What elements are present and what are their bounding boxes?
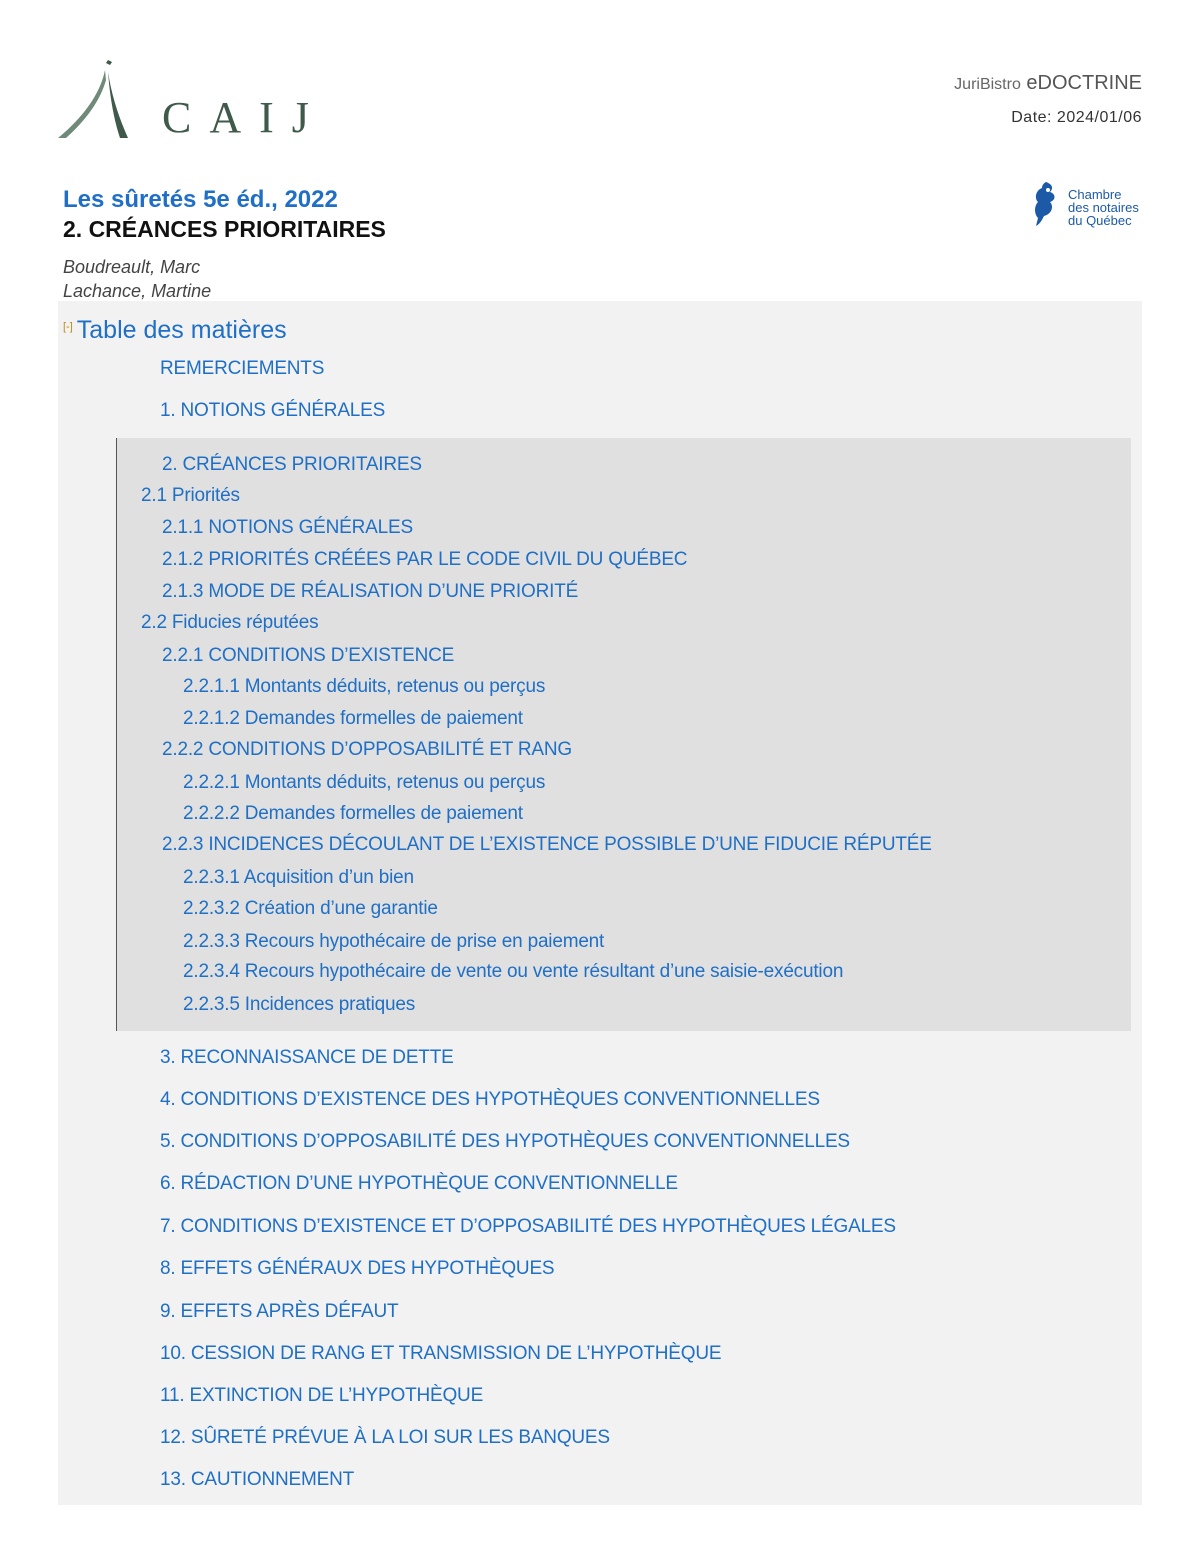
toc-link[interactable]: 5. CONDITIONS D’OPPOSABILITÉ DES HYPOTHÈQUES CONVENTIONNELLES [160, 1131, 850, 1152]
document-title: Les sûretés 5e éd., 2022 [63, 186, 338, 213]
toc-link[interactable]: 2.2 Fiducies réputées [141, 612, 319, 633]
toc-link[interactable]: 8. EFFETS GÉNÉRAUX DES HYPOTHÈQUES [160, 1258, 555, 1279]
toc-link[interactable]: REMERCIEMENTS [160, 358, 325, 379]
toc-link[interactable]: 2.2.2.2 Demandes formelles de paiement [183, 803, 523, 824]
toc-link[interactable]: 2.2.2 CONDITIONS D’OPPOSABILITÉ ET RANG [162, 739, 572, 760]
caij-logo-text: CAIJ [162, 93, 327, 142]
toc-link[interactable]: 1. NOTIONS GÉNÉRALES [160, 400, 386, 421]
brand-label [954, 72, 1142, 95]
toc-link[interactable]: 2.2.3.1 Acquisition d’un bien [183, 867, 414, 888]
toc-link[interactable]: 2.2.2.1 Montants déduits, retenus ou perçus [183, 772, 546, 793]
toc-link-current[interactable]: 2. CRÉANCES PRIORITAIRES [162, 454, 422, 475]
toc-heading[interactable] [63, 316, 287, 345]
author: Lachance, Martine [63, 281, 212, 301]
toc-link[interactable]: 6. RÉDACTION D’UNE HYPOTHÈQUE CONVENTIONNELLE [160, 1173, 678, 1194]
toc-link[interactable]: 7. CONDITIONS D’EXISTENCE ET D’OPPOSABILITÉ DES HYPOTHÈQUES LÉGALES [160, 1216, 896, 1237]
document-header [63, 186, 386, 303]
toc-link[interactable]: 2.1.2 PRIORITÉS CRÉÉES PAR LE CODE CIVIL DU QUÉBEC [162, 549, 688, 570]
toc-link[interactable]: 2.2.3.5 Incidences pratiques [183, 994, 416, 1015]
brand-main: eDOCTRINE [1026, 72, 1142, 94]
toc-link[interactable]: 2.2.3.4 Recours hypothécaire de vente ou vente résultant d’une saisie-exécution [183, 961, 844, 982]
chapter-title: 2. CRÉANCES PRIORITAIRES [63, 216, 386, 242]
header-info [954, 72, 1142, 127]
logo-line: des notaires [1068, 200, 1139, 215]
toc-link[interactable]: 4. CONDITIONS D’EXISTENCE DES HYPOTHÈQUES CONVENTIONNELLES [160, 1089, 820, 1110]
author-list [63, 255, 386, 303]
toc-link[interactable]: 2.2.1 CONDITIONS D’EXISTENCE [162, 645, 455, 666]
toc-link[interactable]: 2.1.1 NOTIONS GÉNÉRALES [162, 517, 413, 538]
toc-link[interactable]: 13. CAUTIONNEMENT [160, 1469, 355, 1490]
logo-line: du Québec [1068, 213, 1132, 228]
toc-link[interactable]: 2.2.1.2 Demandes formelles de paiement [183, 708, 523, 729]
toc-link[interactable]: 11. EXTINCTION DE L’HYPOTHÈQUE [160, 1385, 484, 1406]
brand-prefix: JuriBistro [954, 76, 1021, 93]
chambre-notaires-logo-text [1068, 188, 1139, 227]
toc-link[interactable]: 2.1 Priorités [141, 485, 240, 506]
author: Boudreault, Marc [63, 257, 201, 277]
logo-line: Chambre [1068, 187, 1122, 202]
toc-link[interactable]: 2.2.1.1 Montants déduits, retenus ou perçus [183, 676, 546, 697]
toc-heading-label: Table des matières [76, 316, 287, 344]
toc-link[interactable]: 10. CESSION DE RANG ET TRANSMISSION DE L’HYPOTHÈQUE [160, 1343, 722, 1364]
collapse-toggle-icon[interactable]: [-] [63, 321, 73, 333]
toc-link[interactable]: 12. SÛRETÉ PRÉVUE À LA LOI SUR LES BANQUES [160, 1427, 610, 1448]
toc-link[interactable]: 2.1.3 MODE DE RÉALISATION D’UNE PRIORITÉ [162, 581, 579, 602]
toc-link[interactable]: 9. EFFETS APRÈS DÉFAUT [160, 1301, 399, 1322]
toc-link[interactable]: 3. RECONNAISSANCE DE DETTE [160, 1047, 454, 1068]
toc-link[interactable]: 2.2.3.3 Recours hypothécaire de prise en paiement [183, 931, 605, 952]
document-date: Date: 2024/01/06 [1011, 109, 1142, 126]
toc-link[interactable]: 2.2.3.2 Création d’une garantie [183, 898, 438, 919]
toc-link[interactable]: 2.2.3 INCIDENCES DÉCOULANT DE L’EXISTENCE POSSIBLE D’UNE FIDUCIE RÉPUTÉE [162, 834, 932, 855]
